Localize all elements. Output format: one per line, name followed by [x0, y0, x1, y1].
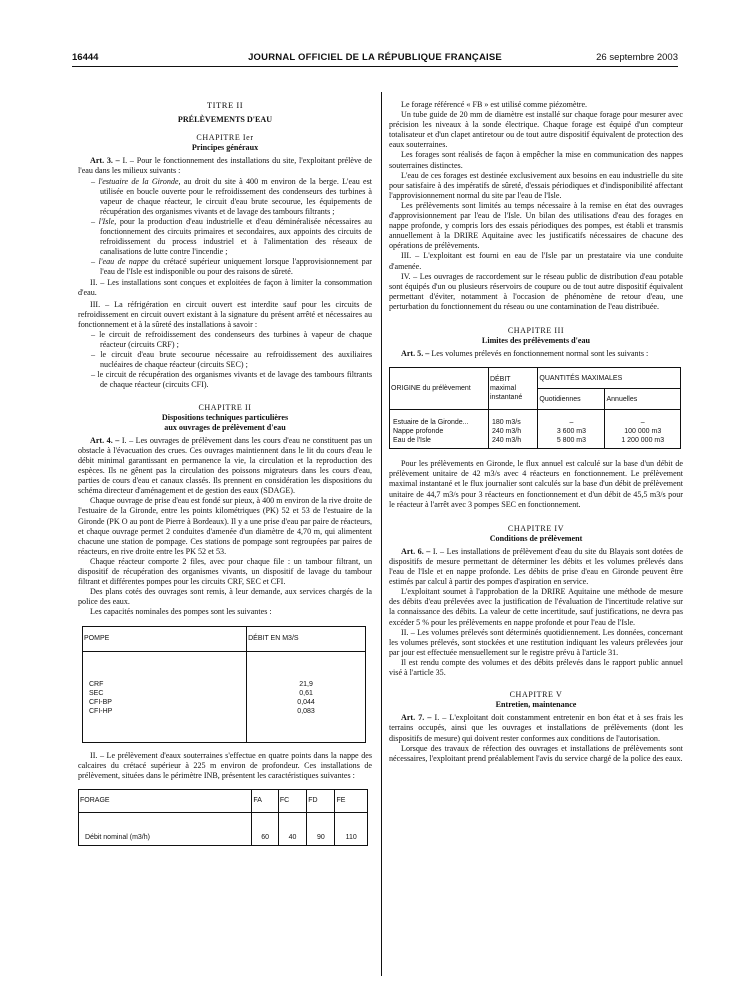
article-5-label: Art. 5. –: [401, 349, 430, 359]
paragraph-tube-guide: Un tube guide de 20 mm de diamètre est installé sur chaque forage pour mesurer avec précision les niveaux à la sonde électrique. Chaque forage est équipé d'un compteur totalisateur et d'un clapet antiretour ou de tout autre dispositif équivalent de protection des eaux souterraines.: [389, 110, 683, 150]
volumes-table: [389, 367, 681, 449]
table-header-row: [83, 626, 366, 651]
max-flow: 240 m3/h: [491, 428, 522, 436]
table-cell: Débit nominal (m3/h): [79, 812, 252, 845]
paragraph-capacites: Les capacités nominales des pompes sont les suivantes :: [90, 607, 272, 617]
table-header: DÉBIT maximal instantané: [488, 368, 537, 410]
paragraph-iv-raccordement: IV. – Les ouvrages de raccordement sur le réseau public de distribution d'eau potable sont équipés d'un ou plusieurs réservoirs de coupure ou de tout autre dispositif équivalent permettant d'éviter, notamment à l'occasion de phénomène de retour d'eau, une perturbation du fonctionnement du réseau ou une contamination de l'eau distribuée.: [389, 271, 683, 311]
article-7-paragraph: Art. 7. – I. – L'exploitant doit constamment entretenir en bon état et à ses frais les terrains occupés, ainsi que les ouvrages et installations de prélèvements (dont les dispositifs de mesure) qui doivent rester conformes aux conditions de l'autorisation.: [389, 713, 683, 743]
right-column: [389, 100, 683, 764]
paragraph-prise-eau: Chaque ouvrage de prise d'eau est fondé sur pieux, à 400 m environ de la rive droite de l'estuaire de la Gironde, entre les points kilométriques (PK) 52 et 53 de l'estuaire de la Gironde (PK O au pont de Pierre à Bordeaux). Il y a une prise d'eau par paire de réacteurs, et chaque ouvrage permet 2 conduites d'amenée d'un diamètre de 4,70 m, qui alimentent chacune une station de pompage. Ces stations de pompage sont regroupées par paires de réacteurs, en rive droite entre les PK 52 et 53.: [78, 496, 372, 556]
chapter-1-title: Principes généraux: [191, 143, 259, 153]
table-header: FC: [278, 789, 306, 812]
left-column: [78, 96, 372, 846]
chapter-2-heading: CHAPITRE II: [198, 402, 252, 412]
table-header: ORIGINE du prélèvement: [390, 368, 489, 410]
titre-heading: TITRE II: [206, 100, 244, 110]
table-cell: 90: [307, 812, 335, 845]
list-item-cfi: – le circuit de récupération des organismes vivants et de lavage des tambours filtrants de chaque réacteur (circuits CFI).: [91, 370, 372, 390]
article-3-paragraph: Art. 3. – I. – Pour le fonctionnement des installations du site, l'exploitant prélève de l'eau dans les milieux suivants :: [78, 156, 372, 176]
pump-flow: 21,9: [299, 680, 313, 688]
list-item-nappe: – l'eau de nappe du crétacé supérieur uniquement lorsque l'approvisionnement par l'eau de l'Isle est indisponible ou pour des raisons de sûreté.: [91, 257, 372, 277]
forage-table: [78, 789, 368, 846]
table-row: [83, 651, 366, 742]
paragraph-volumes-quotidiens: II. – Les volumes prélevés sont déterminés quotidiennement. Les données, concernant les volumes prélevés, sont stockées et une restitution indiquant les valeurs prélevées jour par jour est effectuée mensuellement sur le registre prévu à l'article 31.: [389, 627, 683, 657]
table-header: FE: [335, 789, 368, 812]
table-header: Quotidiennes: [538, 389, 605, 410]
list-item-estuaire: – l'estuaire de la Gironde, au droit du site à 400 m environ de la berge. L'eau est utilisée en boucle ouverte pour le refroidissement des condenseurs des turbines à vapeur de chaque réacteur, le circuit d'eau brute secourue, les équipements de récupération des organismes vivants et de lavage des tambours filtrants ;: [91, 176, 373, 216]
page-number: 16444: [72, 52, 99, 63]
pump-name: CFI-HP: [89, 707, 113, 715]
pump-flow: 0,61: [299, 689, 313, 697]
origin-name: Nappe profonde: [393, 428, 444, 436]
pump-name: SEC: [89, 689, 104, 697]
paragraph-flux-gironde: Pour les prélèvements en Gironde, le flux annuel est calculé sur la base d'un débit de prélèvement unitaire de 42 m3/s avec 4 réacteurs en fonctionnement. Le prélèvement maximal instantané et le flux journalier sont calculés sur la base d'un débit de prélèvement unitaire de 44,7 m3/s pour 3 réacteurs en fonctionnement et d'un débit de 45,5 m3/s pour le réacteur à l'arrêt avec 3 pompes SEC en fonctionnement.: [389, 459, 683, 509]
paragraph-souterraines: II. – Le prélèvement d'eaux souterraines s'effectue en quatre points dans la nappe des calcaires du crétacé supérieur à 225 m environ de profondeur. Ces installations de prélèvement, situées dans le périmètre INB, présentent les caractéristiques suivantes :: [78, 750, 372, 780]
table-cell: 40: [278, 812, 306, 845]
table-header: DÉBIT EN M3/S: [247, 626, 366, 651]
table-header: FORAGE: [79, 789, 252, 812]
chapter-1-heading: CHAPITRE Ier: [196, 133, 254, 143]
chapter-3-heading: CHAPITRE III: [507, 325, 565, 335]
annual-volume: 100 000 m3: [624, 428, 662, 436]
table-header: QUANTITÉS MAXIMALES: [538, 368, 681, 389]
list-item-crf: – le circuit de refroidissement des condenseurs des turbines à vapeur de chaque réacteur (circuits CRF) ;: [91, 329, 372, 350]
article-5-paragraph: Art. 5. – Les volumes prélevés en fonctionnement normal sont les suivants :: [401, 349, 649, 359]
paragraph-eau-forages: L'eau de ces forages est destinée exclusivement aux besoins en eau industrielle du site pour satisfaire à des impératifs de sûreté, d'essais périodiques et d'indisponibilité affectant l'approvisionnement normal du site par l'eau de l'Isle.: [389, 170, 683, 200]
table-header: FD: [307, 789, 335, 812]
paragraph-plans: Des plans cotés des ouvrages sont remis, à leur demande, aux services chargés de la police des eaux.: [78, 587, 372, 607]
table-row: [390, 410, 681, 449]
paragraph-iii-isle: III. – L'exploitant est fourni en eau de l'Isle par un prestataire via une conduite d'amenée.: [389, 251, 683, 271]
pump-name: CRF: [89, 680, 104, 688]
chapter-4-title: Conditions de prélèvement: [489, 533, 583, 543]
paragraph-ii: II. – Les installations sont conçues et exploitées de façon à limiter la consommation d'eau.: [78, 277, 372, 297]
table-header: POMPE: [83, 626, 247, 651]
table-cell: 110: [335, 812, 368, 845]
chapter-2-title-line1: Dispositions techniques particulières: [161, 412, 289, 422]
issue-date: 26 septembre 2003: [596, 52, 678, 63]
paragraph-prelevements-limites: Les prélèvements sont limités au temps nécessaire à la remise en état des ouvrages d'approvisionnement par l'eau de l'Isle. Un bilan des utilisations d'eau des forages en nappe profonde, y compris lors des essais périodiques des pompes, est établi et transmis annuellement à la DRIRE Aquitaine avec les justificatifs nécessaires de chacune des opérations de prélèvements.: [389, 200, 683, 251]
article-4-label: Art. 4. –: [90, 435, 120, 445]
chapter-4-heading: CHAPITRE IV: [507, 523, 565, 533]
annual-volume: –: [640, 419, 645, 427]
table-header: Annuelles: [605, 389, 681, 410]
chapter-5-heading: CHAPITRE V: [509, 690, 563, 700]
column-separator: [381, 92, 382, 976]
paragraph-rapport-annuel: Il est rendu compte des volumes et des débits prélevés dans le rapport public annuel visé à l'article 35.: [389, 657, 683, 678]
origin-name: Eau de l'Isle: [393, 437, 431, 445]
paragraph-methode-mesure: L'exploitant soumet à l'approbation de la DRIRE Aquitaine une méthode de mesure des débits d'eau prélevées avec la justification de l'évaluation de l'incertitude relative sur la connaissance des débits. La valeur de cette incertitude, sauf justifications, ne devra pas excéder 5 % pour les prélèvements en nappe profonde et pour l'eau de l'Isle.: [389, 587, 683, 627]
pump-name: CFI-BP: [89, 698, 112, 706]
paragraph-iii: III. – La réfrigération en circuit ouvert est interdite sauf pour les circuits de refroidissement en circuit ouvert existant à la signature du présent arrêté et nécessaires au fonctionnement et à la sûreté des installations à savoir :: [78, 299, 372, 329]
pump-flow: 0,083: [297, 707, 315, 715]
article-7-label: Art. 7. –: [401, 713, 432, 723]
annual-volume: 1 200 000 m3: [621, 437, 665, 445]
table-header-row: [79, 789, 368, 812]
paragraph-forages: Les forages sont réalisés de façon à empêcher la mise en communication des nappes souterraines distinctes.: [389, 150, 683, 170]
chapter-3-title: Limites des prélèvements d'eau: [481, 336, 591, 346]
article-6-label: Art. 6. –: [401, 546, 431, 556]
table-header: FA: [252, 789, 279, 812]
max-flow: 180 m3/s: [491, 419, 521, 427]
chapter-2-title-line2: aux ouvrages de prélèvement d'eau: [164, 422, 286, 432]
article-3-label: Art. 3. –: [90, 156, 120, 166]
table-row: [79, 812, 368, 845]
daily-volume: –: [569, 419, 574, 427]
header-rule: [72, 66, 678, 67]
article-4-paragraph: Art. 4. – I. – Les ouvrages de prélèvement dans les cours d'eau ne constituent pas un obstacle à l'évacuation des crues. Ces ouvrages maintiennent dans le lit du cours d'eau le débit minimal garantissant en permanence la vie, la circulation et la reproduction des espèces. Ils ne gênent pas la circulation des poissons migrateurs dans les cours d'eau, parties de cours d'eau et canaux classés. Ils prennent en considération les dispositions du schéma directeur d'aménagement et de gestion des eaux (SDAGE).: [78, 435, 373, 496]
list-item-sec: – le circuit d'eau brute secourue nécessaire au refroidissement des auxiliaires nucléaires de chaque réacteur (circuits SEC) ;: [91, 350, 372, 370]
table-header-row: [390, 368, 681, 389]
paragraph-piezometre: Le forage référencé « FB » est utilisé comme piézomètre.: [401, 100, 588, 109]
paragraph-files: Chaque réacteur comporte 2 files, avec pour chaque file : un tambour filtrant, un dispositif de récupération des organismes vivants, un dispositif de lavage du tambour filtrant et différentes pompes pour les circuits CRF, SEC et CFI.: [78, 556, 372, 587]
origin-name: Estuaire de la Gironde...: [393, 419, 469, 427]
titre-subheading: PRÉLÈVEMENTS D'EAU: [177, 115, 273, 125]
article-6-paragraph: Art. 6. – I. – Les installations de prélèvement d'eau du site du Blayais sont dotées de dispositifs de mesure permettant de déterminer les débits et les volumes prélevés dans l'eau de l'Isle et en nappe profonde. Les débits de prise d'eau en Gironde peuvent être estimés par calcul à partir des pompes d'aspiration en service.: [389, 546, 683, 587]
table-cell: 60: [252, 812, 279, 845]
chapter-5-title: Entretien, maintenance: [495, 700, 577, 710]
pump-flow: 0,044: [297, 698, 315, 706]
max-flow: 240 m3/h: [491, 437, 522, 445]
journal-title: JOURNAL OFFICIEL DE LA RÉPUBLIQUE FRANÇAISE: [248, 52, 502, 63]
daily-volume: 5 800 m3: [556, 437, 587, 445]
list-item-isle: – l'Isle, pour la production d'eau industrielle et d'eau déminéralisée nécessaires au fonctionnement des circuits primaires et secondaires, aux appoints des circuits de refroidissement du process industriel et à l'alimentation des réseaux de canalisations de lutte contre l'incendie ;: [91, 216, 372, 257]
pumps-table: [82, 626, 366, 743]
daily-volume: 3 600 m3: [556, 428, 587, 436]
page-header: [72, 52, 678, 66]
paragraph-travaux: Lorsque des travaux de réfection des ouvrages et installations de prélèvements sont nécessaires, l'exploitant prend préalablement l'avis du service chargé de la police des eaux.: [389, 743, 683, 763]
